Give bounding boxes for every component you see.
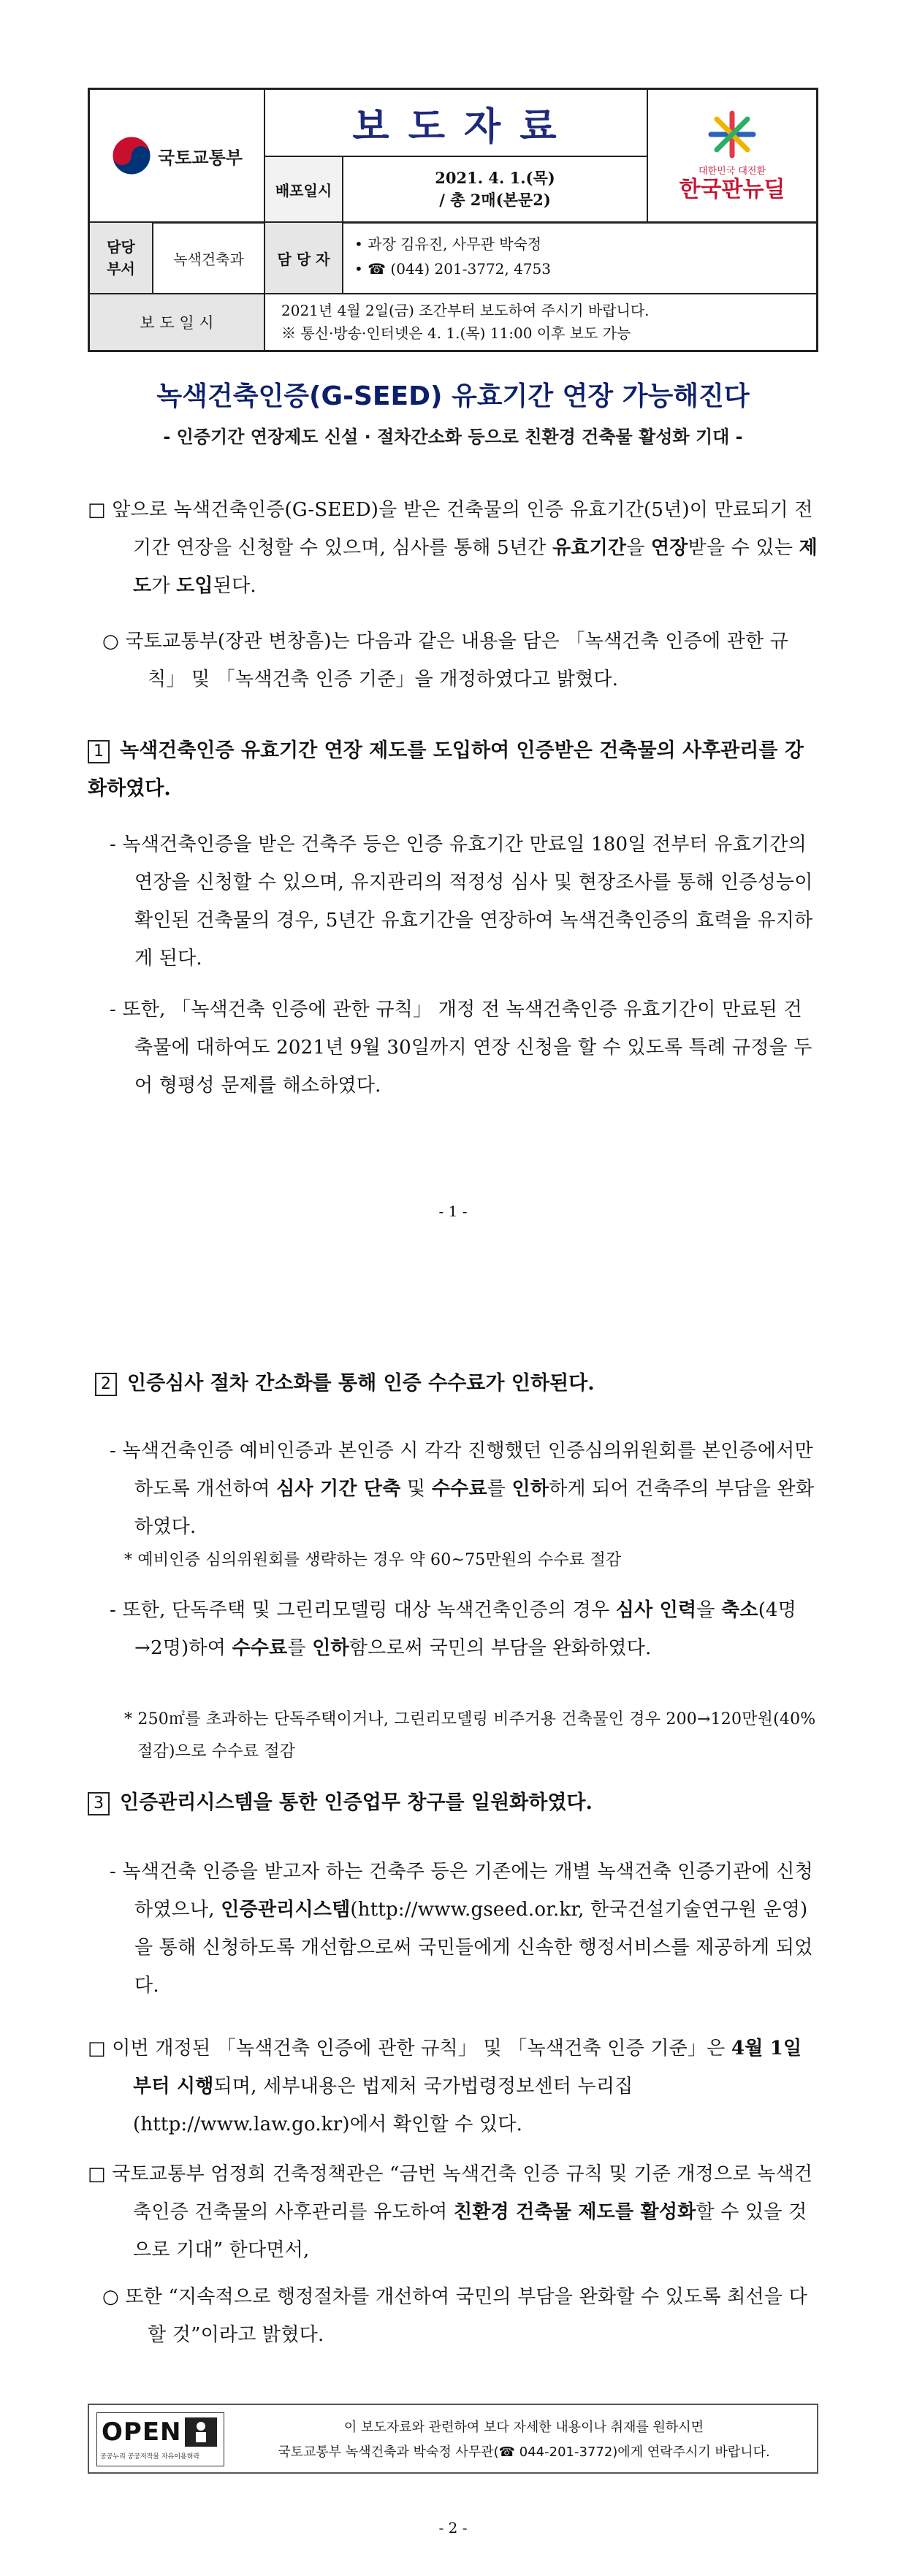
page-number-1: - 1 - [438, 1203, 468, 1220]
release-date: 2021. 4. 1.(목) [435, 169, 555, 187]
taegeuk-emblem-icon [111, 135, 152, 176]
section-2-number: 2 [95, 1373, 117, 1396]
closing-para-2: □ 국토교통부 엄정희 건축정책관은 “금번 녹색건축 인증 규칙 및 기준 개정으로 녹색건축인증 건축물의 사후관리를 유도하여 친환경 건축물 제도를 활성화할 수 있을 것으로 기대” 한다면서, [88, 2163, 813, 2261]
attribution-icon [185, 2417, 217, 2447]
page-count: / 총 2매(본문2) [439, 191, 551, 209]
footer-line-2: 국토교통부 녹색건축과 박숙정 사무관(☎ 044-201-3772)에게 연락주시기 바랍니다. [278, 2444, 770, 2460]
section-3-heading: 3 인증관리시스템을 통한 인증업무 창구를 일원화하였다. [88, 1784, 818, 1822]
section-2-para-1: - 녹색건축인증 예비인증과 본인증 시 각각 진행했던 인증심의위원회를 본인증에서만 하도록 개선하여 심사 기간 단축 및 수수료를 인하하게 되어 건축주의 부담을 완화하였다. [110, 1440, 815, 1538]
newdeal-logo [648, 90, 816, 221]
ministry-logo [90, 90, 264, 221]
section-1-heading: 1 녹색건축인증 유효기간 연장 제도를 도입하여 인증받은 건축물의 사후관리를 강화하였다. [88, 739, 804, 800]
document-title: 보 도 자 료 [352, 104, 560, 149]
section-3-number: 3 [88, 1792, 110, 1815]
newdeal-star-icon [707, 109, 758, 160]
section-1-para-2: - 또한, 「녹색건축 인증에 관한 규칙」 개정 전 녹색건축인증 유효기간이 만료된 건축물에 대하여도 2021년 9월 30일까지 연장 신청을 할 수 있도록 특례 규정을 두어 형평성 문제를 해소하였다. [110, 999, 812, 1097]
intro-lead: □ 앞으로 녹색건축인증(G-SEED)을 받은 건축물의 인증 유효기간(5년)이 만료되기 전 기간 연장을 신청할 수 있으며, 심사를 통해 5년간 유효기간을 연장받을 수 있는 제도가 도입된다. [88, 499, 818, 597]
embargo-label: 보 도 일 시 [140, 314, 214, 332]
dept-label: 담당 부서 [107, 238, 135, 278]
release-label: 배포일시 [275, 181, 332, 199]
section-2-note-2: * 250㎡를 초과하는 단독주택이거나, 그린리모델링 비주거용 건축물인 경우 200→120만원(40% 절감)으로 수수료 절감 [124, 1710, 816, 1761]
section-1-para-1: - 녹색건축인증을 받은 건축주 등은 인증 유효기간 만료일 180일 전부터 유효기간의 연장을 신청할 수 있으며, 유지관리의 적정성 심사 및 현장조사를 통해 인증성능이 확인된 건축물의 경우, 5년간 유효기간을 연장하여 녹색건축인증의 효력을 유지하게 된다. [110, 834, 813, 969]
section-2-para-2: - 또한, 단독주택 및 그린리모델링 대상 녹색건축인증의 경우 심사 인력을 축소(4명→2명)하여 수수료를 인하함으로써 국민의 부담을 완화하였다. [110, 1599, 797, 1659]
embargo-line-2: ※ 통신·방송·인터넷은 4. 1.(목) 11:00 이후 보도 가능 [281, 324, 631, 342]
contact-people: • 과장 김유진, 사무관 박숙정 [354, 235, 542, 253]
newdeal-name: 한국판뉴딜 [679, 176, 785, 202]
embargo-line-1: 2021년 4월 2일(금) 조간부터 보도하여 주시기 바랍니다. [281, 302, 650, 319]
open-sub-label: 공공누리 공공저작물 자유이용허락 [100, 2453, 200, 2461]
closing-para-3: ○ 또한 “지속적으로 행정절차를 개선하여 국민의 부담을 완화할 수 있도록 최선을 다할 것”이라고 밝혔다. [102, 2286, 807, 2346]
open-license-badge [96, 2412, 224, 2466]
intro-sub: ○ 국토교통부(장관 변창흠)는 다음과 같은 내용을 담은 「녹색건축 인증에 관한 규칙」 및 「녹색건축 인증 기준」을 개정하였다고 밝혔다. [102, 630, 789, 690]
subheadline: - 인증기간 연장제도 신설 · 절차간소화 등으로 친환경 건축물 활성화 기대 - [163, 427, 743, 447]
press-header-table [88, 88, 818, 352]
headline: 녹색건축인증(G-SEED) 유효기간 연장 가능해진다 [156, 381, 750, 411]
section-2-heading: 2 인증심사 절차 간소화를 통해 인증 수수료가 인하된다. [95, 1365, 818, 1403]
contact-label: 담 당 자 [277, 250, 330, 268]
section-2-note-1: * 예비인증 심의위원회를 생략하는 경우 약 60~75만원의 수수료 절감 [124, 1551, 622, 1569]
dept-value: 녹색건축과 [173, 250, 244, 268]
section-1-number: 1 [88, 740, 110, 763]
footer-box [88, 2404, 818, 2474]
closing-para-1: □ 이번 개정된 「녹색건축 인증에 관한 규칙」 및 「녹색건축 인증 기준」은 4월 1일부터 시행되며, 세부내용은 법제처 국가법령정보센터 누리집(http://www.law.go.kr)에서 확인할 수 있다. [88, 2038, 802, 2135]
section-3-para-1: - 녹색건축 인증을 받고자 하는 건축주 등은 기존에는 개별 녹색건축 인증기관에 신청하였으나, 인증관리시스템(http://www.gseed.or.kr, 한국건설기술연구원 운영)을 통해 신청하도록 개선함으로써 국민들에게 신속한 행정서비스를 제공하게 되었다. [110, 1861, 813, 1997]
newdeal-slogan: 대한민국 대전환 [698, 165, 766, 177]
footer-line-1: 이 보도자료와 관련하여 보다 자세한 내용이나 취재를 원하시면 [343, 2420, 704, 2435]
page-number-2: - 2 - [438, 2519, 468, 2537]
contact-phone: • ☎ (044) 201-3772, 4753 [354, 260, 552, 278]
ministry-name: 국토교통부 [158, 147, 243, 168]
open-label: OPEN [102, 2417, 182, 2447]
